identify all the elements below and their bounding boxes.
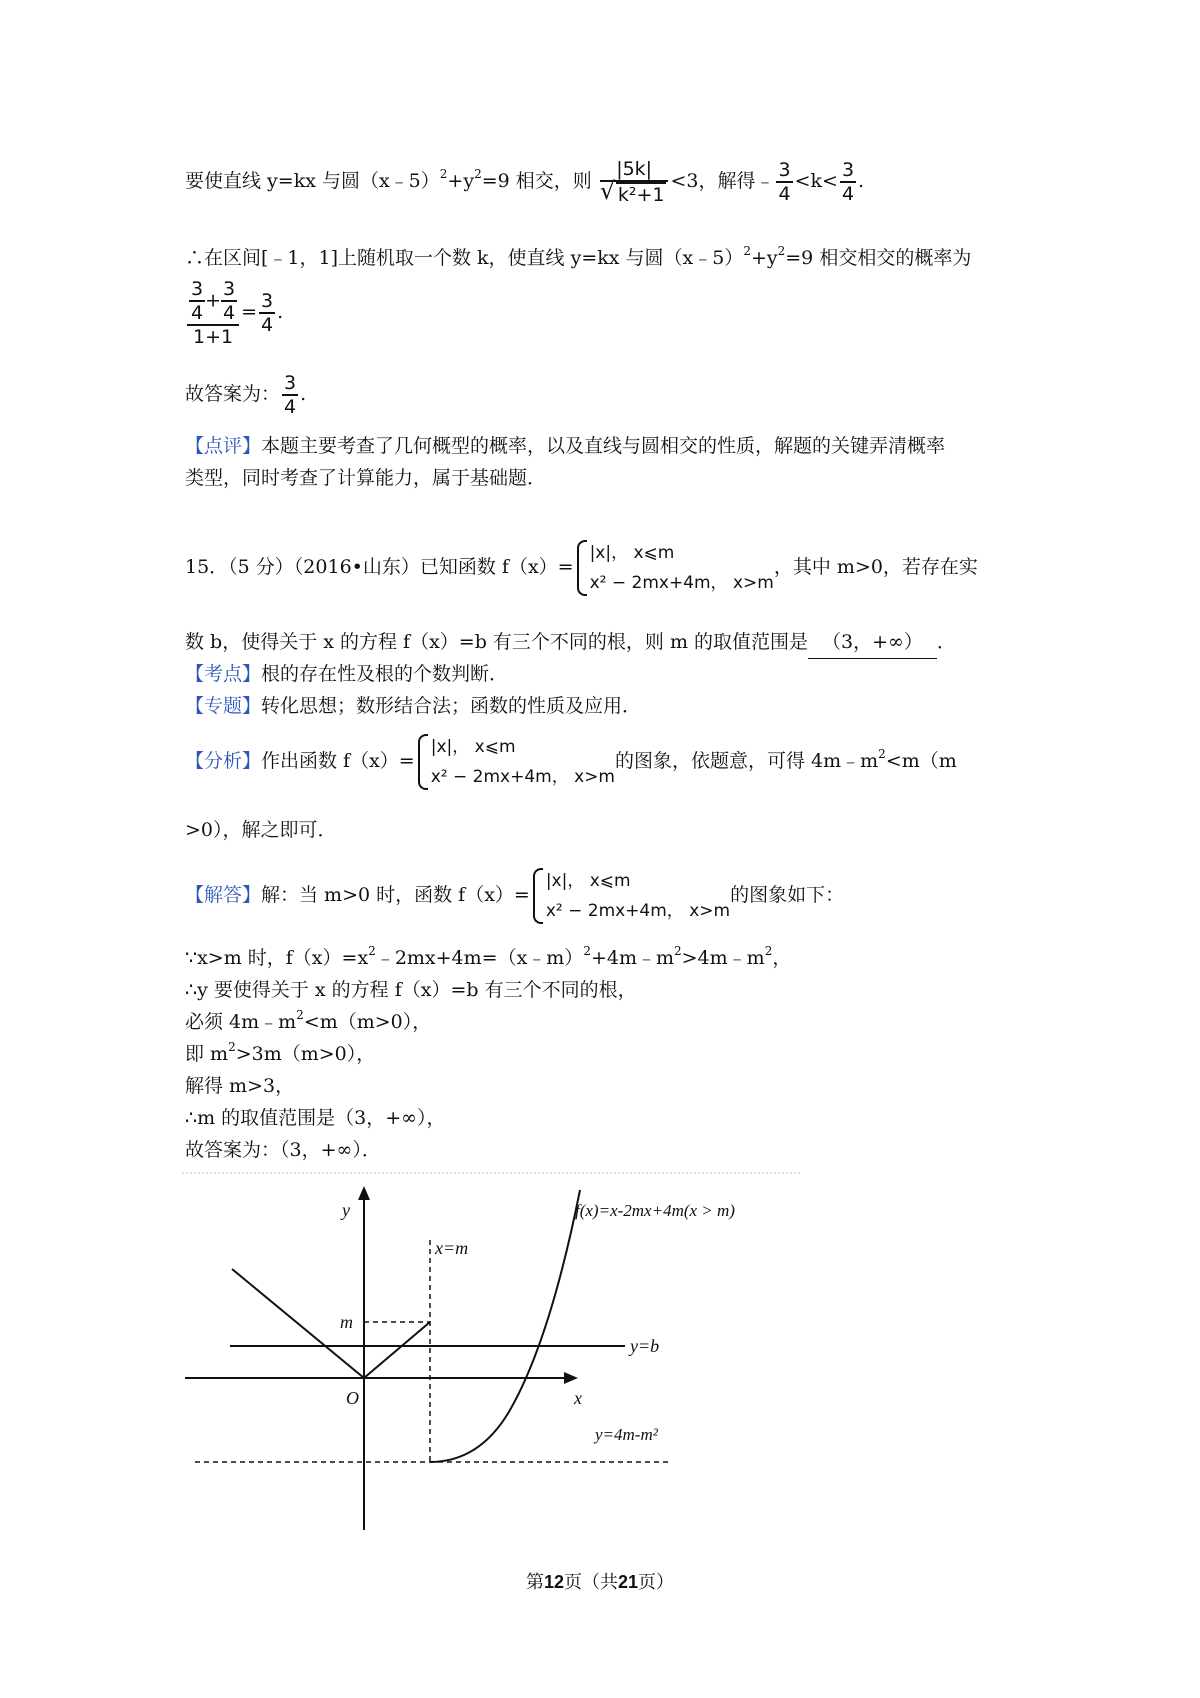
analysis-line-2: >0），解之即可． (185, 819, 337, 841)
solution-intro: 【解答】解：当 m>0 时，函数 f（x）= |x|， x⩽m x² − 2mx+4m， x>m 的图象如下： (185, 866, 1035, 926)
x-axis-arrow (564, 1372, 578, 1384)
y-axis-label: y (342, 1200, 350, 1220)
question-15-line-2: 数 b，使得关于 x 的方程 f（x）=b 有三个不同的根，则 m 的取值范围是 （3，+∞） ． (185, 626, 1035, 659)
solution-line-1: 要使直线 y=kx 与圆$(x﹣5)^2+y^2=9$ 相交，则 |5k| √ k²+1 <3，解得﹣ $\frac{3}{4}$ <k< $\frac{3}{4}$ . (185, 158, 1035, 206)
question-15-line-1: 15．（5 分）（2016•山东）已知函数 f（x）= |x|， x⩽m x² − 2mx+4m， x>m ，其中 m>0，若存在实 (185, 538, 1035, 598)
answer-line-1: 故答案为： $\frac{3}{4}$ . (185, 372, 307, 418)
solution-steps: ∵x>m 时，$f(x)=x^2﹣2mx+4m=(x﹣m)^2+4m﹣m^2>4m﹣m^2$， ∴y 要使得关于 x 的方程 f（x）=b 有三个不同的根， 必须 $4m﹣m^2<m(m>0)$， 即 $m^2>3m(m>0)$， 解得 m>3， ∴m 的取值范围是（3，+∞）， 故答案为：（3，+∞）． (185, 944, 792, 1161)
piecewise-brace: |x|， x⩽m x² − 2mx+4m， x>m (415, 732, 615, 792)
parabola-curve (430, 1190, 580, 1462)
analysis-line-1: 【分析】作出函数 f（x）= |x|， x⩽m x² − 2mx+4m， x>m 的图象，依题意，可得 $4m﹣m^2<m(m$ (185, 732, 1035, 792)
x-axis-label: x (574, 1388, 582, 1408)
origin-label: O (346, 1388, 359, 1408)
answer-blank: （3，+∞） (808, 626, 937, 659)
review-tag: 【点评】 (185, 435, 262, 457)
piecewise-brace: |x|， x⩽m x² − 2mx+4m， x>m (530, 866, 730, 926)
page-footer: 第12页（共21页） (525, 1572, 675, 1593)
x-equals-m-label: x=m (435, 1238, 469, 1258)
solution-line-2: ∴在区间[﹣1，1]上随机取一个数 k，使直线 y=kx 与圆$(x﹣5)^2+y^2=9$ 相交相交的概率为 (185, 244, 972, 269)
y-equals-b-label: y=b (630, 1336, 660, 1356)
review-paragraph: 【点评】本题主要考查了几何概型的概率，以及直线与圆相交的性质，解题的关键弄清概率 类型，同时考查了计算能力，属于基础题． (185, 435, 946, 489)
zhuanti-line: 【专题】转化思想；数形结合法；函数的性质及应用． (185, 695, 642, 717)
parabola-label: f(x)=x-2mx+4m(x > m) (575, 1201, 735, 1220)
sqrt-symbol: √ k²+1 (602, 182, 667, 206)
function-graph (180, 1170, 820, 1530)
m-label: m (340, 1312, 353, 1332)
piecewise-brace: |x|， x⩽m x² − 2mx+4m， x>m (574, 538, 774, 598)
minimum-label: y=4m-m² (595, 1425, 658, 1444)
probability-fraction: $\frac{3}{4}$ + $\frac{3}{4}$ 1+1 = $\frac{3}{4}$ . (185, 278, 1035, 348)
fraction-5k: |5k| √ k²+1 (600, 158, 669, 206)
abs-right-branch (364, 1322, 430, 1378)
y-axis-arrow (358, 1186, 370, 1200)
kaodian-line: 【考点】根的存在性及根的个数判断． (185, 663, 509, 685)
